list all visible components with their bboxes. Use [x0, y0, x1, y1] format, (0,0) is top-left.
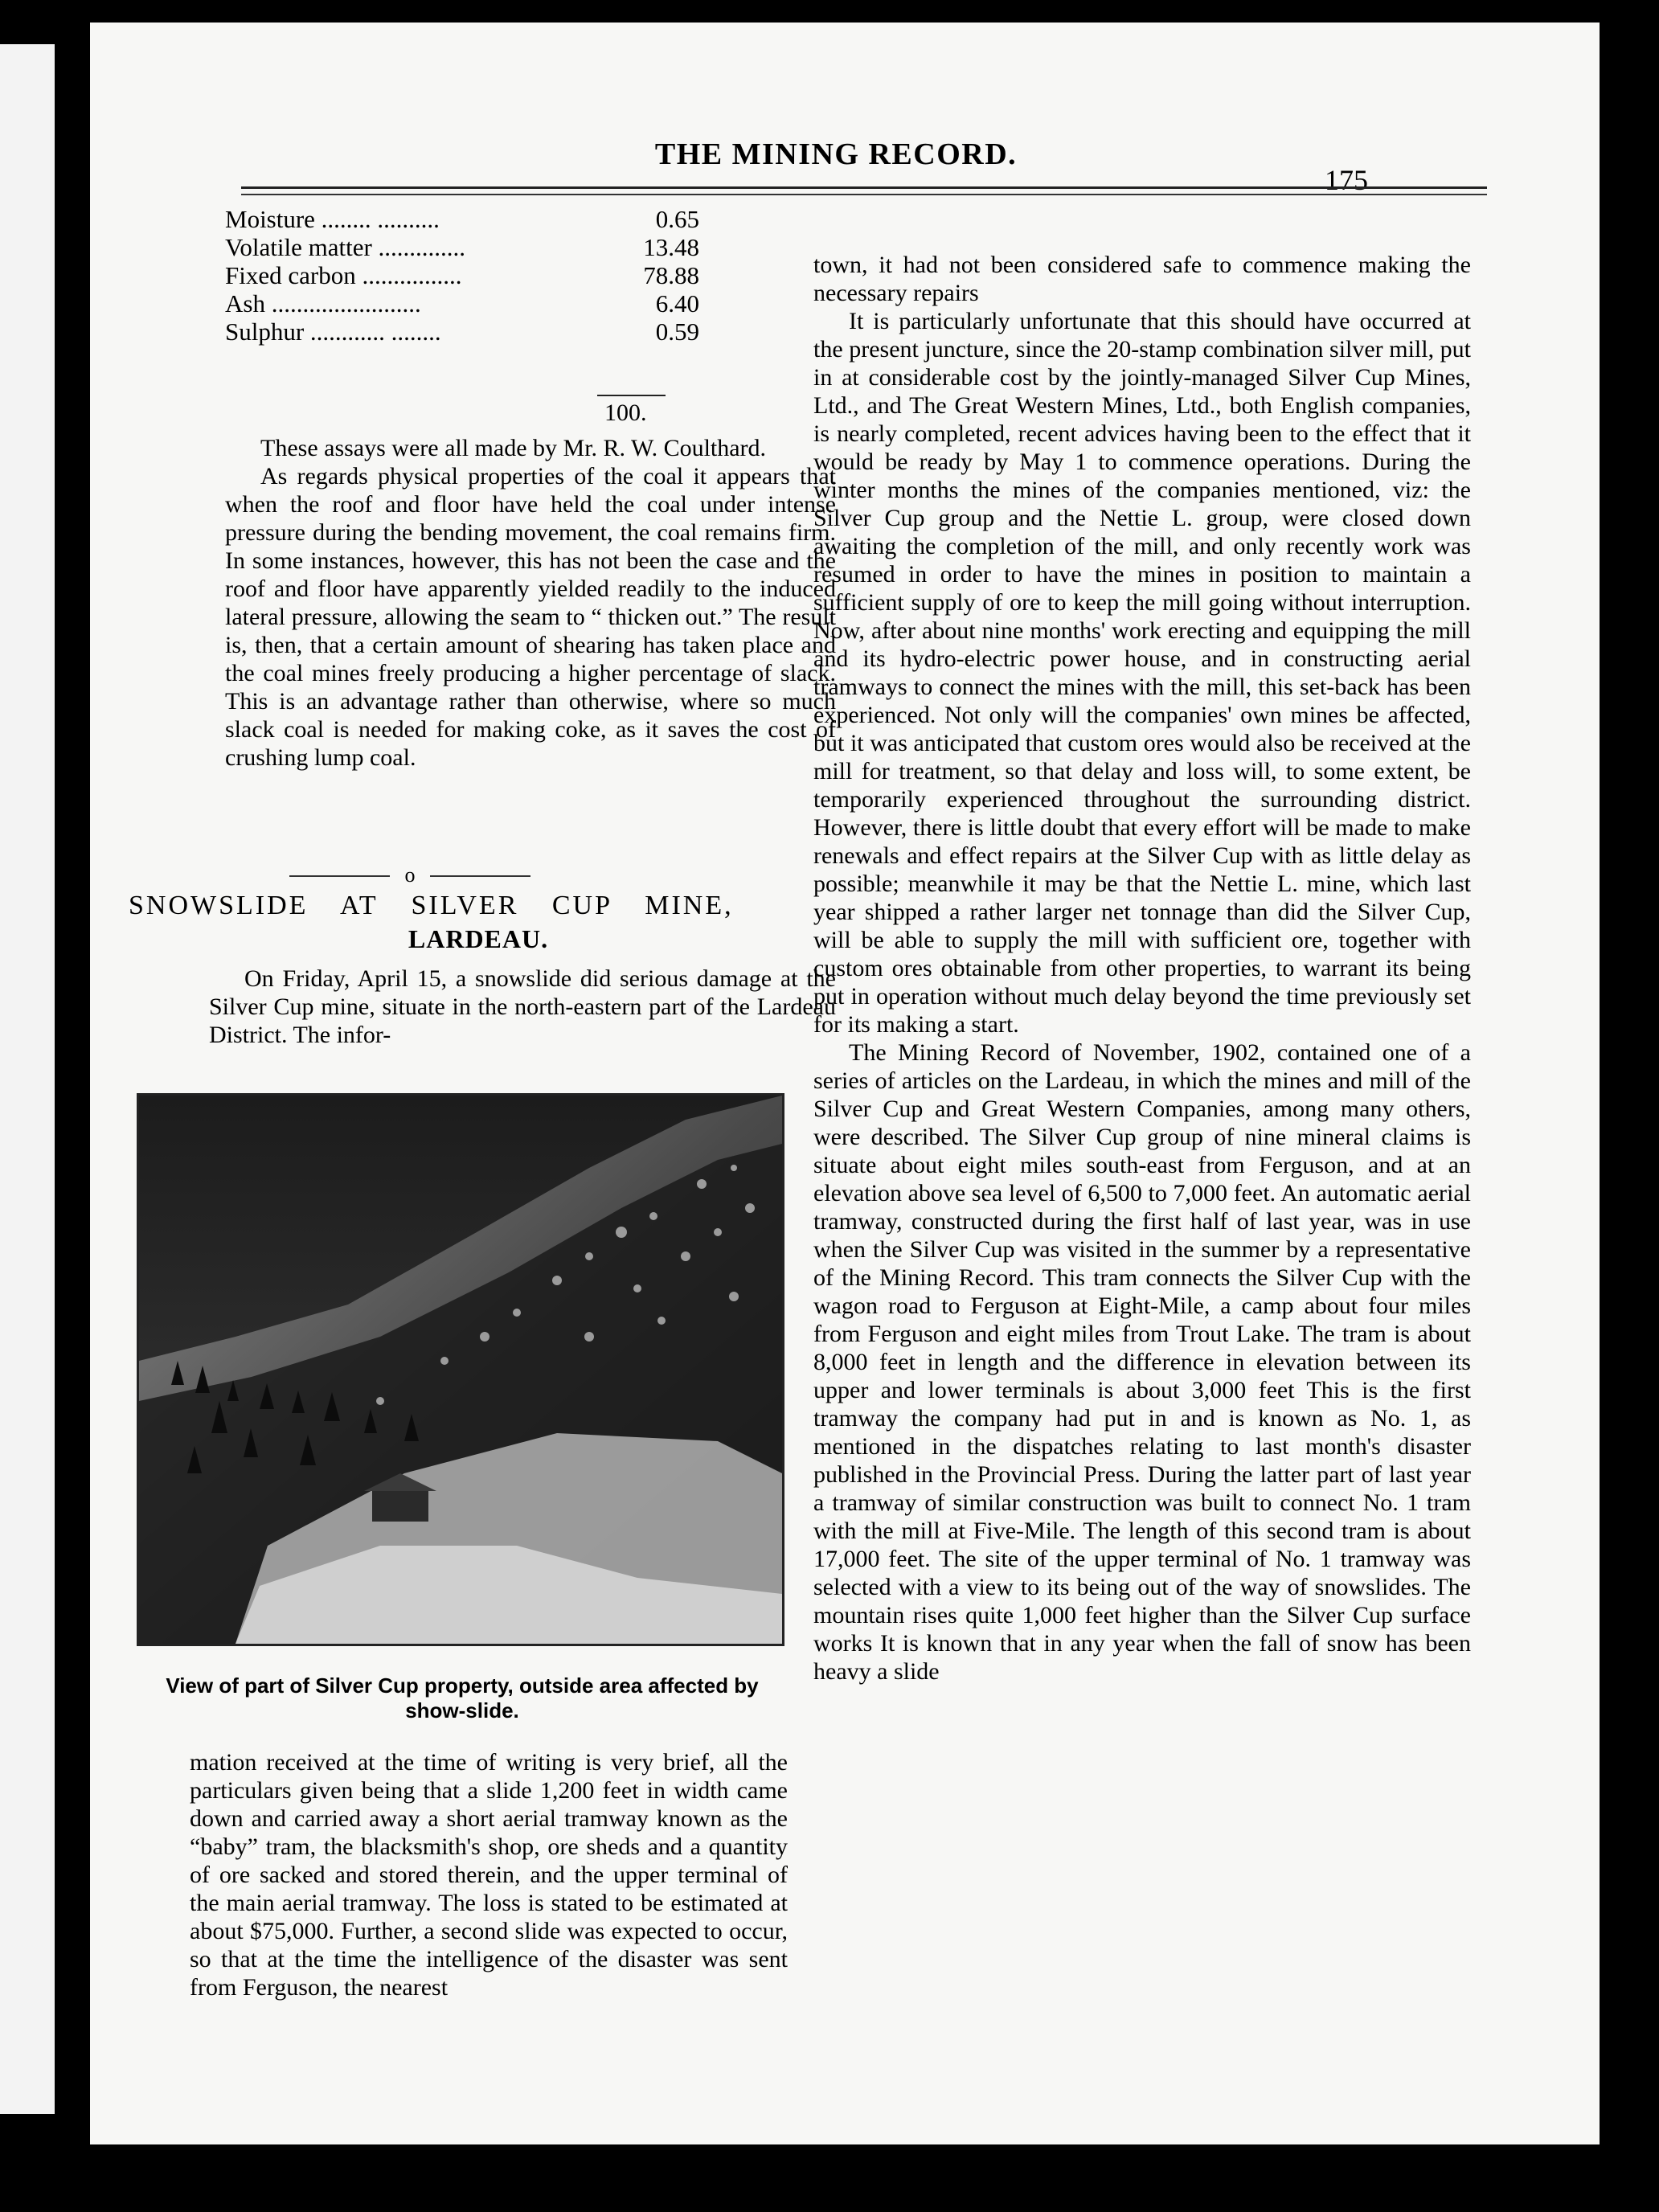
assay-value: 78.88 — [643, 261, 699, 289]
photo-caption: View of part of Silver Cup property, outside area affected by show-slide. — [166, 1673, 759, 1722]
article-headline: SNOWSLIDE AT SILVER CUP MINE, — [129, 891, 734, 920]
assay-row — [225, 205, 788, 233]
assay-row — [225, 233, 788, 261]
assay-value: 0.59 — [655, 317, 699, 346]
assay-total: 100. — [604, 399, 647, 426]
assay-value: 6.40 — [655, 289, 699, 317]
assay-row — [225, 261, 788, 289]
header-rule-top — [241, 186, 1487, 189]
paragraph: The Mining Record of November, 1902, contained one of a series of articles on the Lardeau, in which the mines and mill of the Silver Cup and Great Western Companies, among many others, were described. The Silver Cup group of nine mineral claims is situate about eight miles south-east from Ferguson, and at an elevation above sea level of 6,500 to 7,000 feet. An automatic aerial tramway, constructed during the first half of last year, was in use when the Silver Cup was visited in the summer by a representative of the Mining Record. This tram connects the Silver Cup with the wagon road to Ferguson at Eight-Mile, a camp about four miles from Ferguson and eight miles from Trout Lake. The tram is about 8,000 feet in length and the difference in elevation between its upper and lower terminals is about 3,000 feet This is the first tramway the company had put in and is known as No. 1, as mentioned in the dispatches relating to last month's disaster published in the Provincial Press. During the latter part of last year a tramway of similar construction was built to connect No. 1 tram with the mill at Five-Mile. The length of this second tram is about 17,000 feet. The site of the upper terminal of No. 1 tramway was selected with a view to its being out of the way of snowslides. The mountain rises quite 1,000 feet higher than the Silver Cup surface works It is known that in any year when the fall of snow has been heavy a slide — [813, 1039, 1471, 1685]
right-column — [813, 251, 1471, 1686]
article-headline-sub: LARDEAU. — [408, 924, 549, 953]
assay-table — [225, 205, 788, 346]
assay-label: Volatile matter .............. — [225, 233, 466, 261]
left-column-top — [225, 434, 836, 772]
section-divider: o — [289, 863, 530, 887]
page-title: THE MINING RECORD. — [654, 137, 1018, 171]
assay-value: 13.48 — [643, 233, 699, 261]
page-number: 175 — [1325, 164, 1368, 196]
mountain-photo — [137, 1093, 784, 1646]
assay-label: Fixed carbon ................ — [225, 261, 462, 289]
assay-label: Ash ........................ — [225, 289, 421, 317]
assay-value: 0.65 — [655, 205, 699, 233]
assay-label: Moisture ........ .......... — [225, 205, 440, 233]
assay-row — [225, 289, 788, 317]
paragraph: town, it had not been considered safe to commence making the necessary repairs — [813, 252, 1471, 306]
paragraph: mation received at the time of writing is very brief, all the particulars given being that a slide 1,200 feet in width came down and carried away a short aerial tramway known as the “baby” tram, the blacksmith's shop, ore sheds and a quantity of ore sacked and stored therein, and the upper terminal of the main aerial tramway. The loss is stated to be estimated at about $75,000. Further, a second slide was expected to occur, so that at the time the intelligence of the disaster was sent from Ferguson, the nearest — [190, 1749, 788, 2001]
assay-row — [225, 317, 788, 346]
header-rule-bottom — [241, 194, 1487, 195]
paragraph: On Friday, April 15, a snowslide did serious damage at the Silver Cup mine, situate in the north-eastern part of the Lardeau District. The infor- — [209, 965, 836, 1048]
facing-page-edge — [0, 44, 55, 2114]
left-column-intro — [209, 965, 836, 1049]
paragraph: As regards physical properties of the coal it appears that when the roof and floor have held the coal under intense pressure during the bending movement, the coal remains firm. In some instances, however, this has not been the case and the roof and floor have apparently yielded readily to the induced lateral pressure, allowing the seam to “ thicken out.” The result is, then, that a certain amount of shearing has taken place and the coal mines freely producing a higher percentage of slack. This is an advantage rather than otherwise, where so much slack coal is needed for making coke, as it saves the cost of crushing lump coal. — [225, 463, 836, 771]
photo-illustration — [139, 1096, 782, 1644]
left-column-bottom — [190, 1748, 788, 2001]
assay-label: Sulphur ............ ........ — [225, 317, 441, 346]
paragraph: It is particularly unfortunate that this should have occurred at the present juncture, since the 20-stamp combination silver mill, put in at considerable cost by the jointly-managed Silver Cup Mines, Ltd., and The Great Western Mines, Ltd., both English companies, is nearly completed, recent advices having been to the effect that it would be ready by May 1 to commence operations. During the winter months the mines of the companies mentioned, viz: the Silver Cup group and the Nettie L. group, were closed down awaiting the completion of the mill, and only recently work was resumed in order to have the mines in position to maintain a sufficient supply of ore to keep the mill going without interruption. Now, after about nine months' work erecting and equipping the mill and its hydro-electric power house, and in constructing aerial tramways to connect the mines with the mill, this set-back has been experienced. Not only will the companies' own mines be affected, but it was anticipated that custom ores would also be received at the mill for treatment, so that delay and loss will, to some extent, be temporarily experienced throughout the surrounding district. However, there is little doubt that every effort will be made to make renewals and effect repairs at the Silver Cup with as little delay as possible; meanwhile it may be that the Nettie L. mine, which last year shipped a rather larger net tonnage than did the Silver Cup, will be able to supply the mill with sufficient ore, together with custom ores obtainable from other properties, to warrant its being put in operation without much delay beyond the time previously set for its making a start. — [813, 308, 1471, 1038]
assay-sum-rule — [597, 395, 666, 396]
paragraph: These assays were all made by Mr. R. W. Coulthard. — [260, 435, 767, 461]
